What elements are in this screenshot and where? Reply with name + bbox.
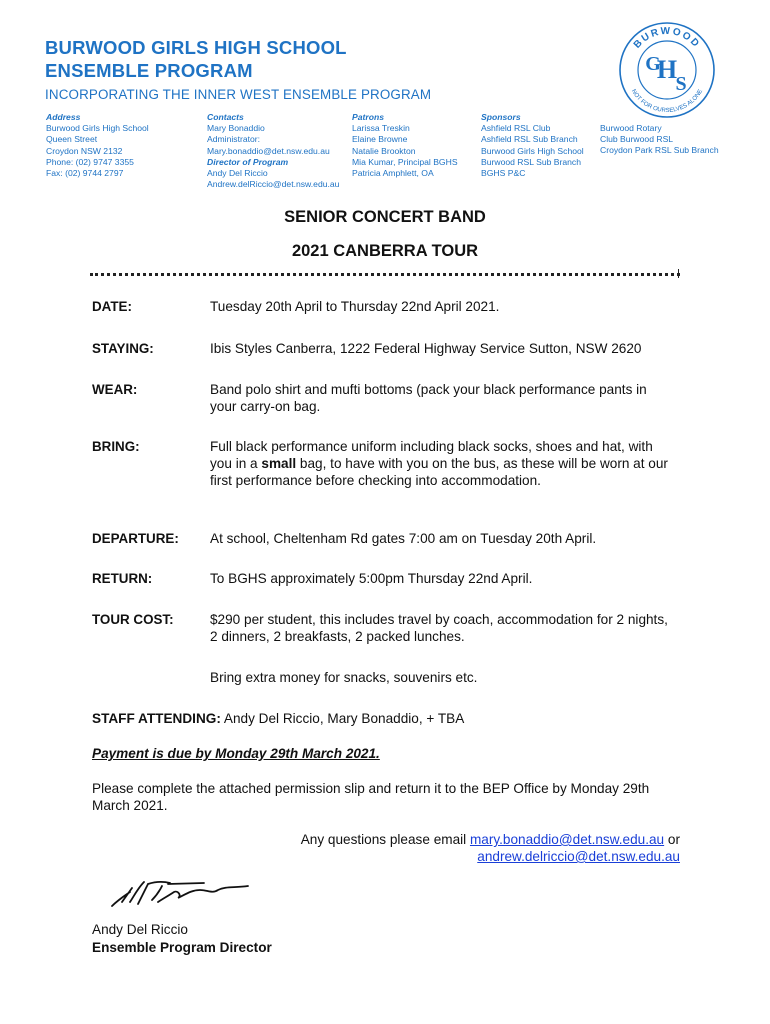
contacts-line: Administrator:: [207, 134, 261, 145]
letterhead-title: [45, 36, 565, 82]
bring-emphasis: small: [261, 456, 297, 471]
patrons-line: Natalie Brookton: [352, 145, 416, 156]
bring-text: bag, to have with you on the bus, as these will be worn at our first performance before checking into accommodation.: [210, 456, 668, 488]
bring-value: [210, 438, 672, 489]
questions-line: [200, 831, 680, 848]
instructions-text: Please complete the attached permission slip and return it to the BEP Office by Monday 29th March 2021.: [92, 781, 650, 813]
sponsors-line: Burwood Girls High School: [481, 145, 584, 156]
patrons-line: Elaine Browne: [352, 134, 408, 145]
contacts-line: Andy Del Riccio: [207, 168, 268, 179]
letterhead-title-line2: ENSEMBLE PROGRAM: [45, 60, 253, 81]
departure-label: DEPARTURE:: [92, 531, 179, 546]
date-value: Tuesday 20th April to Thursday 22nd April 2021.: [210, 299, 500, 314]
address-line: Croydon NSW 2132: [46, 145, 123, 156]
letterhead-subtitle: INCORPORATING THE INNER WEST ENSEMBLE PROGRAM: [45, 87, 432, 102]
sponsors-line: Club Burwood RSL: [600, 134, 674, 145]
contacts-line: Mary Bonaddio: [207, 123, 265, 134]
dotted-divider: [90, 273, 680, 276]
email-link-andrew[interactable]: andrew.delriccio@det.nsw.edu.au: [477, 849, 680, 864]
return-value: To BGHS approximately 5:00pm Thursday 22nd April.: [210, 571, 533, 586]
signature-icon: [108, 878, 268, 912]
tour-cost-value: $290 per student, this includes travel by coach, accommodation for 2 nights, 2 dinners, 2 breakfasts, 2 packed lunches.: [210, 612, 668, 644]
signer-title: Ensemble Program Director: [92, 940, 272, 955]
sponsors-line: BGHS P&C: [481, 168, 526, 179]
patrons-line: Larissa Treskin: [352, 123, 410, 134]
wear-value: Band polo shirt and mufti bottoms (pack your black performance pants in your carry-on bag.: [210, 382, 647, 414]
staff-attending-label: STAFF ATTENDING:: [92, 711, 221, 726]
staff-attending: [92, 710, 692, 727]
staying-label: STAYING:: [92, 341, 154, 356]
email-link-mary[interactable]: mary.bonaddio@det.nsw.edu.au: [469, 832, 665, 847]
sponsors-line: Burwood RSL Sub Branch: [481, 156, 581, 167]
seal-letter-g: G: [645, 53, 661, 75]
contacts-heading: Contacts: [207, 112, 244, 122]
sponsors-line: Croydon Park RSL Sub Branch: [600, 145, 719, 156]
divider-end-mark: [678, 269, 679, 278]
contacts-email[interactable]: Mary.bonaddio@det.nsw.edu.au: [207, 145, 330, 156]
address-line: Queen Street: [46, 134, 98, 145]
contacts-email[interactable]: Andrew.delRiccio@det.nsw.edu.au: [207, 179, 340, 190]
patrons-column: [352, 112, 458, 179]
bring-label: BRING:: [92, 439, 140, 454]
patrons-line: Patricia Amphlett, OA: [352, 168, 434, 179]
tour-cost-label: TOUR COST:: [92, 612, 174, 627]
staff-attending-value: Andy Del Riccio, Mary Bonaddio, + TBA: [220, 711, 465, 726]
document-title: SENIOR CONCERT BAND: [284, 208, 486, 226]
school-seal-icon: [617, 20, 717, 120]
contacts-subheading: Director of Program: [207, 156, 289, 167]
contacts-column: [207, 112, 339, 190]
sponsors-column-2: [600, 123, 719, 157]
sponsors-column: [481, 112, 584, 179]
seal-motto-text: NOT FOR OURSELVES ALONE: [629, 88, 705, 115]
letterhead-title-line1: BURWOOD GIRLS HIGH SCHOOL: [45, 37, 347, 58]
questions-line-2: [200, 848, 680, 865]
bring-text: Full black performance uniform including black socks, shoes and hat, with you in a: [210, 439, 653, 471]
sponsors-line: Burwood Rotary: [600, 123, 662, 133]
staying-value: Ibis Styles Canberra, 1222 Federal Highway Service Sutton, NSW 2620: [210, 341, 642, 356]
svg-text:NOT FOR OURSELVES ALONE: [630, 89, 704, 114]
address-column: [46, 112, 149, 179]
questions-or: or: [664, 832, 680, 847]
seal-letter-s: S: [675, 73, 687, 95]
extra-money-note: Bring extra money for snacks, souvenirs etc.: [210, 670, 478, 685]
sponsors-heading: Sponsors: [481, 112, 521, 122]
address-line: Phone: (02) 9747 3355: [46, 156, 134, 167]
sponsors-line: Ashfield RSL Club: [481, 123, 551, 134]
document-subtitle: 2021 CANBERRA TOUR: [291, 242, 479, 260]
patrons-line: Mia Kumar, Principal BGHS: [352, 156, 458, 167]
sponsors-line: Ashfield RSL Sub Branch: [481, 134, 578, 145]
date-label: DATE:: [92, 299, 132, 314]
address-heading: Address: [46, 112, 81, 122]
departure-value: At school, Cheltenham Rd gates 7:00 am on Tuesday 20th April.: [210, 531, 597, 546]
seal-top-text: BURWOOD: [631, 25, 703, 51]
patrons-heading: Patrons: [352, 112, 384, 122]
questions-prefix: Any questions please email: [300, 832, 470, 847]
address-line: Burwood Girls High School: [46, 123, 149, 134]
return-label: RETURN:: [92, 571, 153, 586]
signer-name: Andy Del Riccio: [92, 922, 188, 937]
address-line: Fax: (02) 9744 2797: [46, 168, 124, 179]
seal-letter-h: H: [656, 55, 678, 84]
wear-label: WEAR:: [92, 382, 138, 397]
payment-due-notice: Payment is due by Monday 29th March 2021.: [92, 746, 380, 761]
